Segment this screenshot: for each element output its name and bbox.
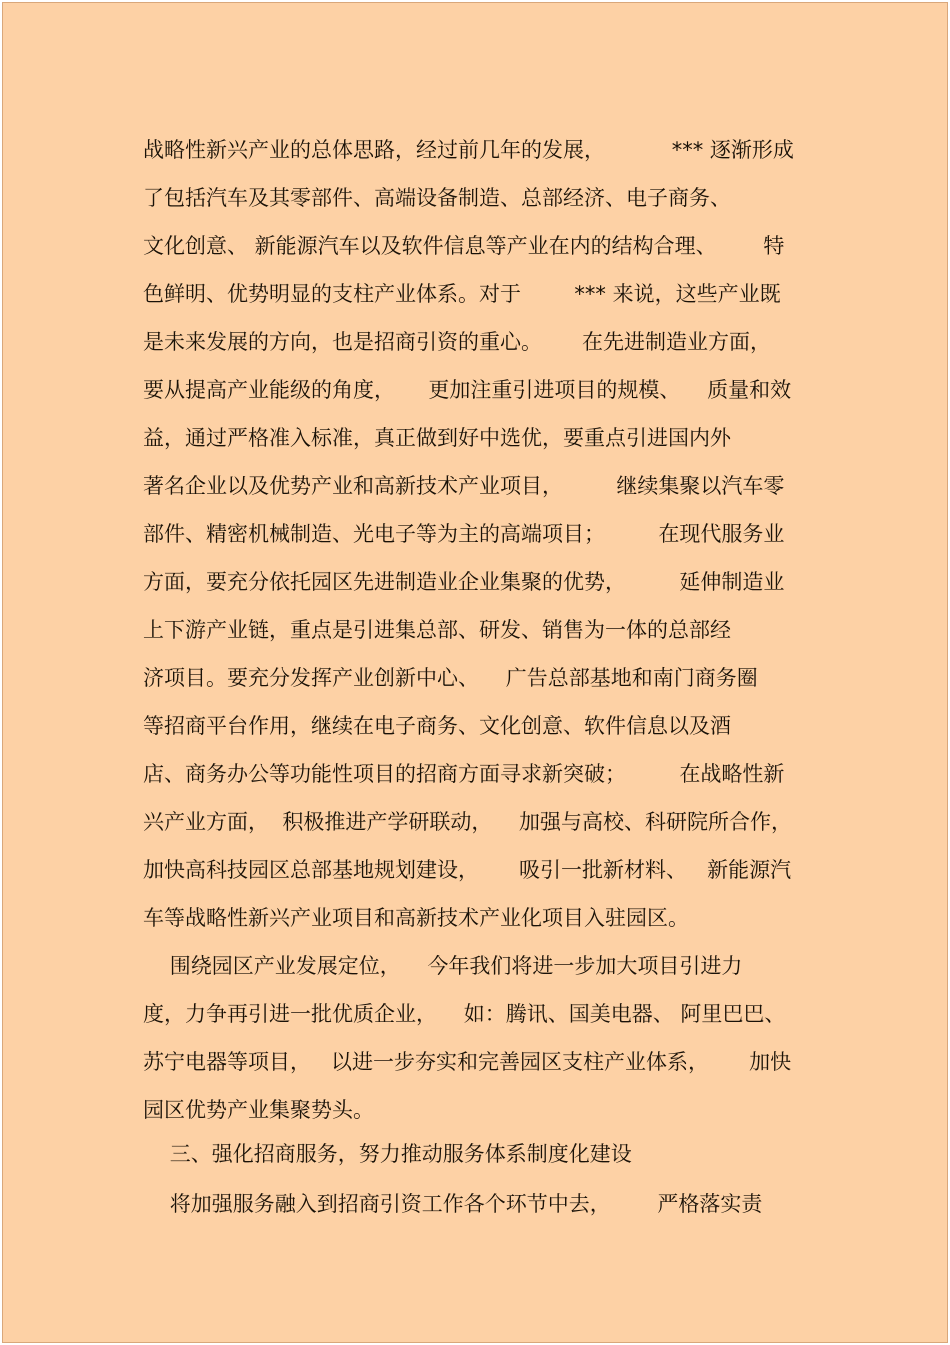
text-line: 店、商务办公等功能性项目的招商方面寻求新突破； 在战略性新 xyxy=(143,762,785,786)
text-line: 将加强服务融入到招商引资工作各个环节中去， 严格落实责 xyxy=(143,1192,763,1216)
text-line: 要从提高产业能级的角度， 更加注重引进项目的规模、 质量和效 xyxy=(143,378,792,402)
text-line: 部件、精密机械制造、光电子等为主的高端项目； 在现代服务业 xyxy=(143,522,785,546)
text-line: 兴产业方面， 积极推进产学研联动， 加强与高校、科研院所合作， xyxy=(143,810,793,834)
text-line: 色鲜明、优势明显的支柱产业体系。对于 *** 来说，这些产业既 xyxy=(143,282,781,306)
text-line: 车等战略性新兴产业项目和高新技术产业化项目入驻园区。 xyxy=(143,906,689,930)
text-line: 度，力争再引进一批优质企业， 如：腾讯、国美电器、 阿里巴巴、 xyxy=(143,1002,786,1026)
text-line: 等招商平台作用，继续在电子商务、文化创意、软件信息以及酒 xyxy=(143,714,731,738)
text-line: 著名企业以及优势产业和高新技术产业项目， 继续集聚以汽车零 xyxy=(143,474,785,498)
text-line: 战略性新兴产业的总体思路，经过前几年的发展， *** 逐渐形成 xyxy=(143,138,794,162)
text-line: 益，通过严格准入标准，真正做到好中选优，要重点引进国内外 xyxy=(143,426,731,450)
text-line: 上下游产业链，重点是引进集总部、研发、销售为一体的总部经 xyxy=(143,618,731,642)
text-line: 济项目。要充分发挥产业创新中心、 广告总部基地和南门商务圈 xyxy=(143,666,758,690)
text-line: 了包括汽车及其零部件、高端设备制造、总部经济、电子商务、 xyxy=(143,186,731,210)
text-line: 是未来发展的方向，也是招商引资的重心。 在先进制造业方面， xyxy=(143,330,772,354)
section-heading: 三、强化招商服务，努力推动服务体系制度化建设 xyxy=(143,1142,632,1166)
text-line: 围绕园区产业发展定位， 今年我们将进一步加大项目引进力 xyxy=(143,954,743,978)
text-line: 方面，要充分依托园区先进制造业企业集聚的优势， 延伸制造业 xyxy=(143,570,785,594)
text-line: 园区优势产业集聚势头。 xyxy=(143,1098,374,1122)
text-line: 苏宁电器等项目， 以进一步夯实和完善园区支柱产业体系， 加快 xyxy=(143,1050,792,1074)
text-line: 文化创意、 新能源汽车以及软件信息等产业在内的结构合理、 特 xyxy=(143,234,785,258)
text-line: 加快高科技园区总部基地规划建设， 吸引一批新材料、 新能源汽 xyxy=(143,858,792,882)
